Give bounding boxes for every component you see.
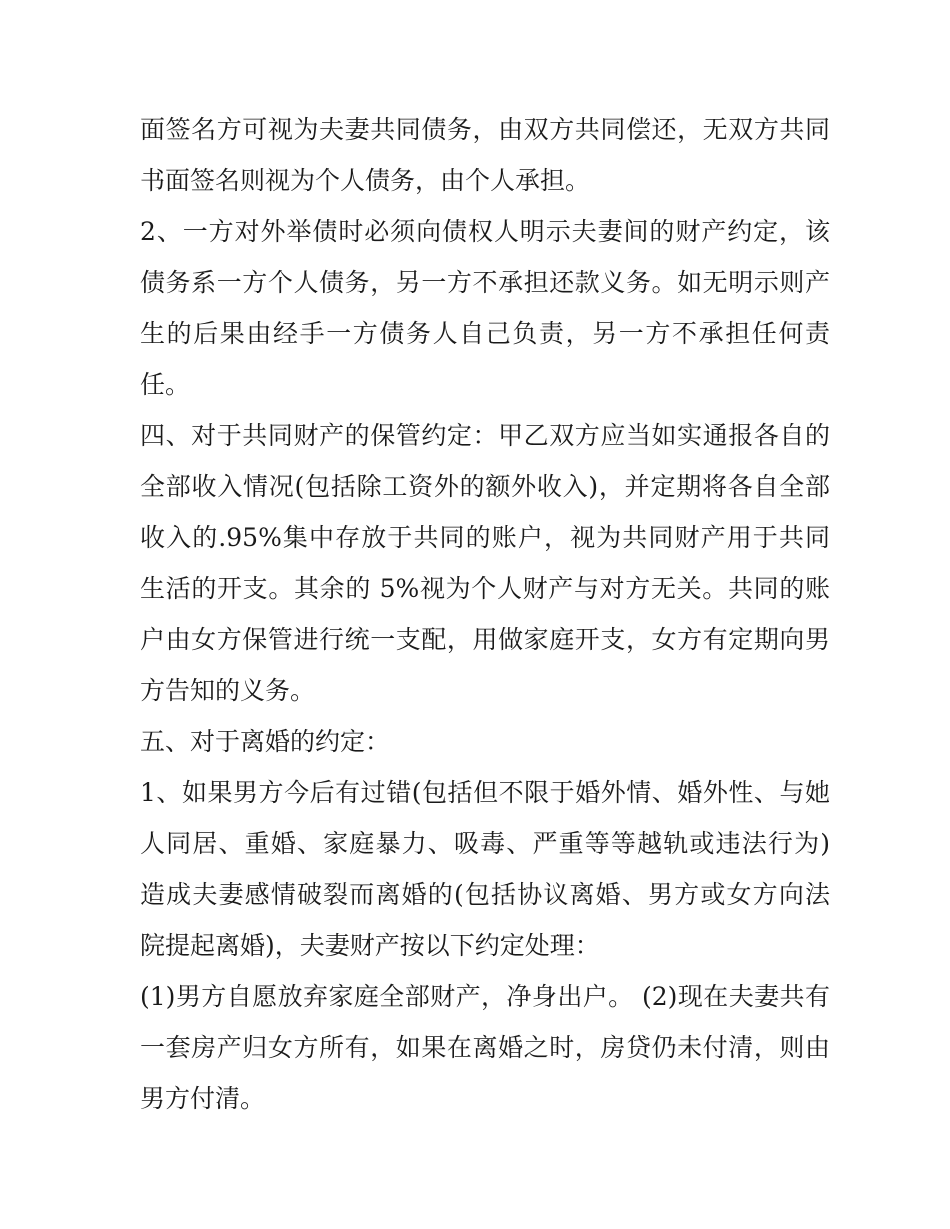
- text-line: 一套房产归女方所有，如果在离婚之时，房贷仍未付清，则由: [140, 1033, 830, 1062]
- document-body: [140, 104, 830, 1124]
- text-line: 面签名方可视为夫妻共同债务，由双方共同偿还，无双方共同: [140, 115, 830, 144]
- text-line: 造成夫妻感情破裂而离婚的(包括协议离婚、男方或女方向法: [140, 880, 830, 909]
- text-line: 男方付清。: [140, 1084, 266, 1113]
- text-line: 生的后果由经手一方债务人自己负责，另一方不承担任何责: [140, 319, 830, 348]
- text-line: 人同居、重婚、家庭暴力、吸毒、严重等等越轨或违法行为): [140, 829, 830, 858]
- text-line: 五、对于离婚的约定：: [140, 727, 391, 756]
- text-line: 全部收入情况(包括除工资外的额外收入)，并定期将各自全部: [140, 472, 830, 501]
- text-line: 任。: [140, 370, 191, 399]
- text-line: 户由女方保管进行统一支配，用做家庭开支，女方有定期向男: [140, 625, 830, 654]
- text-line: 1、如果男方今后有过错(包括但不限于婚外情、婚外性、与她: [140, 778, 830, 807]
- text-line: 债务系一方个人债务，另一方不承担还款义务。如无明示则产: [140, 268, 830, 297]
- text-line: 方告知的义务。: [140, 676, 316, 705]
- text-line: 书面签名则视为个人债务，由个人承担。: [140, 166, 591, 195]
- text-line: 收入的.95%集中存放于共同的账户，视为共同财产用于共同: [140, 523, 830, 552]
- text-line: 院提起离婚)，夫妻财产按以下约定处理：: [140, 931, 600, 960]
- text-line: 四、对于共同财产的保管约定：甲乙双方应当如实通报各自的: [140, 421, 830, 450]
- text-line: 生活的开支。其余的 5%视为个人财产与对方无关。共同的账: [140, 574, 830, 603]
- text-line: (1)男方自愿放弃家庭全部财产，净身出户。 (2)现在夫妻共有: [140, 982, 830, 1011]
- text-line: 2、一方对外举债时必须向债权人明示夫妻间的财产约定，该: [140, 217, 830, 246]
